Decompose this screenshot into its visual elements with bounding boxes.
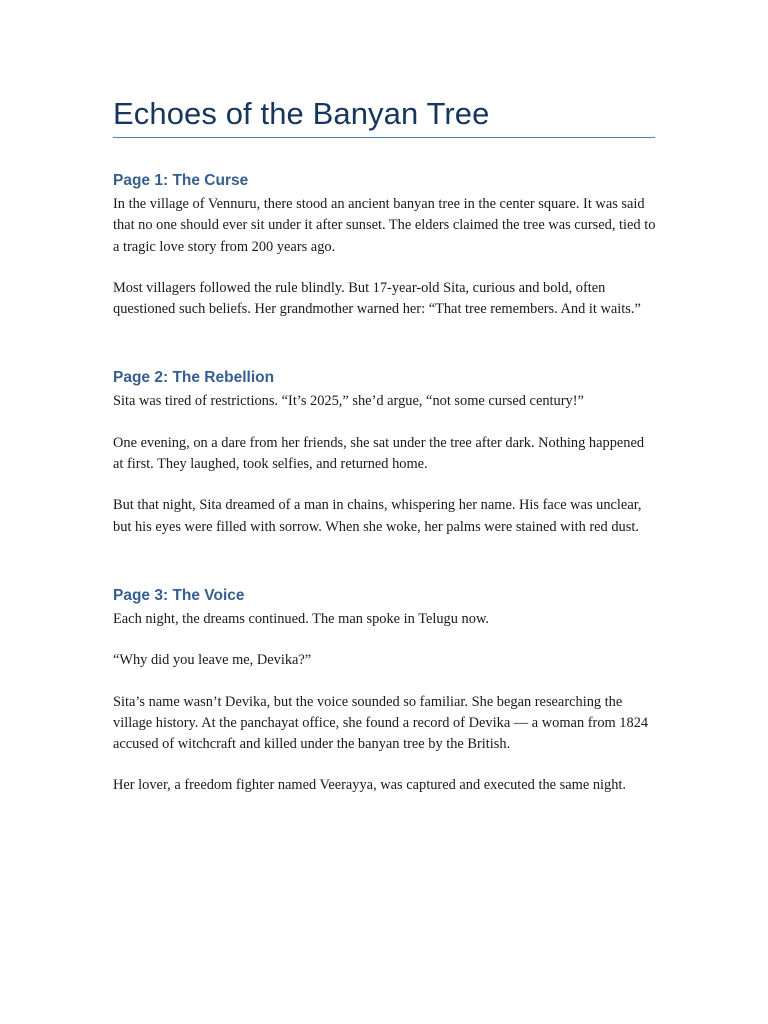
section-page-1 [113, 171, 658, 320]
paragraph: Sita’s name wasn’t Devika, but the voice sounded so familiar. She began researching the village history. At the panchayat office, she found a record of Devika — a woman from 1824 accused of witchcraft and killed under the banyan tree by the British. [113, 693, 649, 753]
section-page-2 [113, 368, 658, 537]
section-heading: Page 2: The Rebellion [113, 369, 275, 387]
spacer [113, 138, 658, 171]
paragraph: Her lover, a freedom fighter named Veerayya, was captured and executed the same night. [113, 777, 627, 794]
paragraph: But that night, Sita dreamed of a man in chains, whispering her name. His face was unclear, but his eyes were filled with sorrow. When she woke, her palms were stained with red dust. [113, 497, 642, 535]
paragraph: “Why did you leave me, Devika?” [113, 652, 312, 669]
paragraph: Each night, the dreams continued. The man spoke in Telugu now. [113, 610, 489, 627]
paragraph: One evening, on a dare from her friends, she sat under the tree after dark. Nothing happened at first. They laughed, took selfies, and returned home. [113, 434, 645, 473]
section-heading: Page 1: The Curse [113, 172, 249, 189]
section-heading: Page 3: The Voice [113, 586, 245, 604]
document-page [113, 0, 658, 797]
document-title: Echoes of the Banyan Tree [113, 96, 490, 131]
paragraph: Most villagers followed the rule blindly. But 17-year-old Sita, curious and bold, often questioned such beliefs. Her grandmother warned her: “That tree remembers. And it waits.” [113, 279, 641, 318]
section-page-3 [113, 586, 658, 797]
paragraph: In the village of Vennuru, there stood an ancient banyan tree in the center square. It was said that no one should ever sit under it after sunset. The elders claimed the tree was cursed, tied to a tragic love story from 200 years ago. [113, 196, 656, 255]
paragraph: Sita was tired of restrictions. “It’s 2025,” she’d argue, “not some cursed century!” [113, 393, 584, 410]
